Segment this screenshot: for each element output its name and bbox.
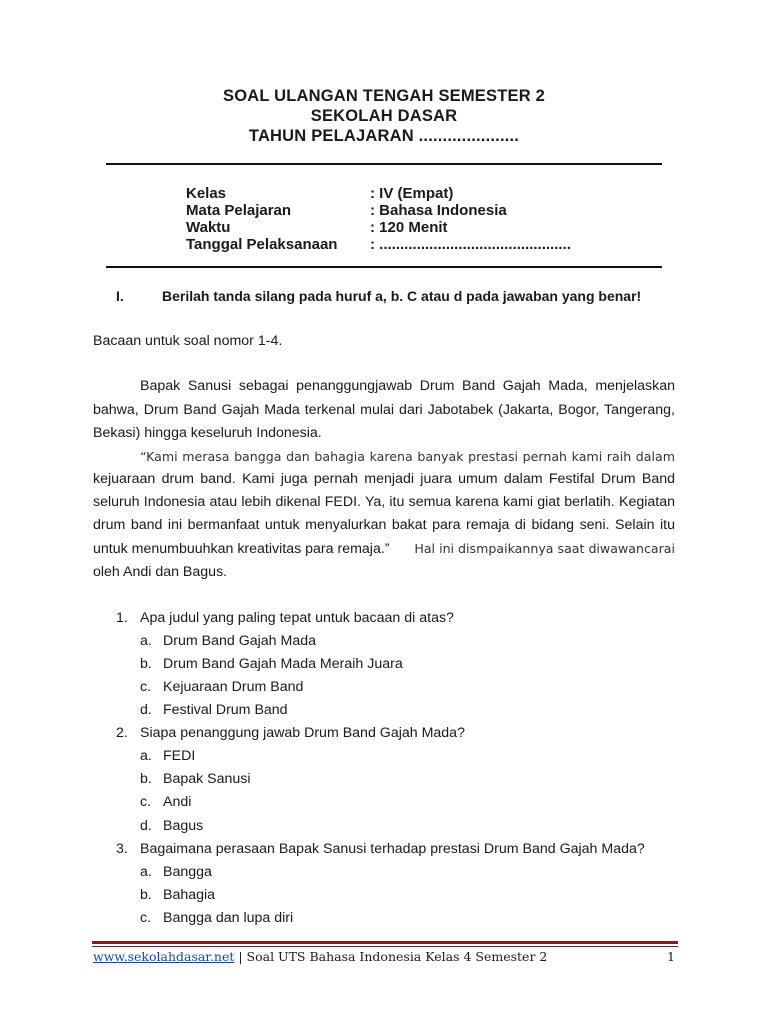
- option-text[interactable]: Bangga dan lupa diri: [163, 910, 294, 926]
- info-label-class: Kelas: [186, 185, 227, 202]
- option-letter[interactable]: c.: [140, 794, 152, 810]
- info-label-time: Waktu: [186, 219, 231, 236]
- footer-link[interactable]: www.sekolahdasar.net: [93, 949, 235, 964]
- option-letter[interactable]: a.: [140, 864, 152, 880]
- passage-line: kejuaraan drum band. Kami juga pernah menjadi juara umum dalam Festifal Drum Band: [93, 471, 675, 487]
- passage-line: oleh Andi dan Bagus.: [93, 564, 228, 580]
- passage-line: bahwa, Drum Band Gajah Mada terkenal mulai dari Jabotabek (Jakarta, Bogor, Tangerang,: [93, 402, 675, 418]
- info-value-class: : IV (Empat): [370, 185, 454, 202]
- instruction-text: Berilah tanda silang pada huruf a, b. C atau d pada jawaban yang benar!: [162, 288, 642, 304]
- reading-intro: Bacaan untuk soal nomor 1-4.: [93, 333, 283, 349]
- option-letter[interactable]: c.: [140, 679, 152, 695]
- option-letter[interactable]: c.: [140, 910, 152, 926]
- footer-divider-thick: [92, 941, 678, 944]
- option-text[interactable]: Bagus: [163, 818, 204, 834]
- option-text[interactable]: Drum Band Gajah Mada Meraih Juara: [163, 656, 403, 672]
- question-text: Apa judul yang paling tepat untuk bacaan di atas?: [140, 610, 454, 626]
- option-letter[interactable]: d.: [140, 818, 152, 834]
- passage-line: Bapak Sanusi sebagai penanggungjawab Drum Band Gajah Mada, menjelaskan: [140, 378, 675, 394]
- academic-year: TAHUN PELAJARAN .....................: [248, 127, 520, 145]
- option-letter[interactable]: b.: [140, 887, 152, 903]
- option-text[interactable]: Andi: [163, 794, 192, 810]
- option-letter[interactable]: d.: [140, 702, 152, 718]
- passage-line: seluruh Indonesia atau lebih dikenal FEDI. Ya, itu semua karena kami giat berlatih. Kegiatan: [93, 494, 675, 510]
- school-title: SEKOLAH DASAR: [310, 107, 458, 125]
- passage-line: Bekasi) hingga keseluruh Indonesia.: [93, 425, 322, 441]
- option-text[interactable]: FEDI: [163, 748, 196, 764]
- option-text[interactable]: Bapak Sanusi: [163, 771, 251, 787]
- footer-text: | Soal UTS Bahasa Indonesia Kelas 4 Semester 2: [234, 949, 548, 964]
- page-footer: [93, 949, 547, 964]
- info-label-subject: Mata Pelajaran: [186, 202, 292, 219]
- option-letter[interactable]: b.: [140, 771, 152, 787]
- passage-line: [93, 541, 675, 557]
- info-label-date: Tanggal Pelaksanaan: [186, 236, 338, 253]
- passage-segment: untuk menumbuuhkan kreativitas para remaja.”: [93, 541, 390, 557]
- question-text: Bagaimana perasaan Bapak Sanusi terhadap prestasi Drum Band Gajah Mada?: [140, 841, 645, 857]
- footer-divider-thin: [92, 946, 678, 947]
- option-text[interactable]: Drum Band Gajah Mada: [163, 633, 316, 649]
- option-text[interactable]: Kejuaraan Drum Band: [163, 679, 304, 695]
- header-divider-top: [106, 163, 662, 165]
- header-divider-bottom: [106, 266, 662, 268]
- question-number: 3.: [116, 841, 128, 857]
- question-number: 2.: [116, 725, 128, 741]
- option-letter[interactable]: a.: [140, 748, 152, 764]
- info-value-subject: : Bahasa Indonesia: [370, 202, 507, 219]
- question-text: Siapa penanggung jawab Drum Band Gajah Mada?: [140, 725, 465, 741]
- option-text[interactable]: Bahagia: [163, 887, 216, 903]
- option-text[interactable]: Festival Drum Band: [163, 702, 288, 718]
- page-number: 1: [667, 949, 675, 964]
- option-letter[interactable]: a.: [140, 633, 152, 649]
- document-title: SOAL ULANGAN TENGAH SEMESTER 2: [223, 87, 545, 105]
- passage-segment: Hal ini dismpaikannya saat diwawancarai: [414, 541, 675, 556]
- info-value-time: : 120 Menit: [370, 219, 448, 236]
- info-value-date: : ..............................................: [370, 236, 571, 253]
- option-letter[interactable]: b.: [140, 656, 152, 672]
- option-text[interactable]: Bangga: [163, 864, 212, 880]
- instruction-number: I.: [116, 288, 124, 304]
- passage-line: “Kami merasa bangga dan bahagia karena banyak prestasi pernah kami raih dalam: [140, 449, 675, 464]
- question-number: 1.: [116, 610, 128, 626]
- passage-line: drum band ini bermanfaat untuk menyalurkan bakat para remaja di bidang seni. Selain itu: [93, 517, 675, 533]
